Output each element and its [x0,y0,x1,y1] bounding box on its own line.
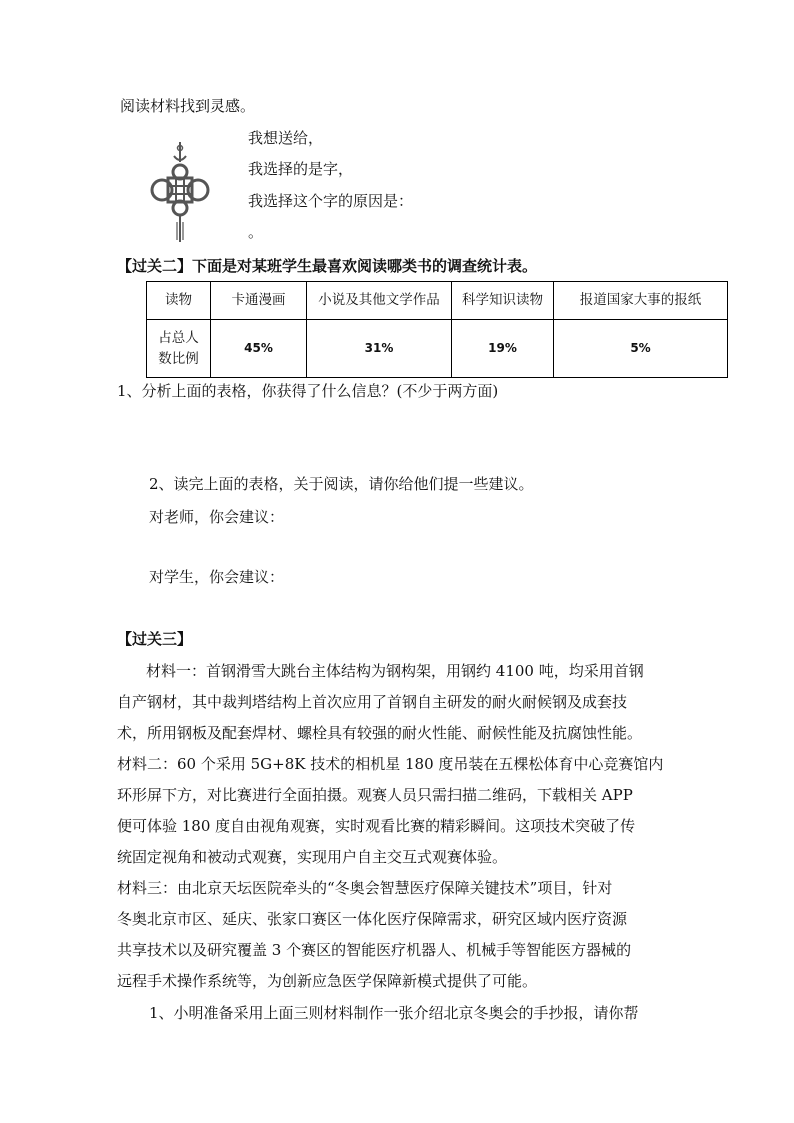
table-header-cell: 小说及其他文学作品 [307,282,452,320]
table-header-cell: 科学知识读物 [452,282,554,320]
intro-line-3: 我选择这个字的原因是： [248,192,414,210]
table-header-cell: 卡通漫画 [211,282,307,320]
row-label-line-b: 数比例 [158,350,199,367]
reading-survey-table [146,281,728,378]
section-2-question-2: 2、读完上面的表格，关于阅读，请你给他们提一些建议。 [149,475,534,493]
intro-line-4: 。 [248,223,264,241]
intro-line-1: 我想送给， [248,129,324,147]
section-3-question-1: 1、小明准备采用上面三则材料制作一张介绍北京冬奥会的手抄报，请你帮 [149,1004,639,1022]
row-label-line-a: 占总人 [158,329,199,346]
student-suggestion-prompt: 对学生，你会建议： [149,568,285,586]
material-1-line-1: 材料一：首钢滑雪大跳台主体结构为钢构架，用钢约 4100 吨，均采用首钢 [146,662,644,680]
teacher-suggestion-prompt: 对老师，你会建议： [149,508,285,526]
material-3-line-3: 共享技术以及研究覆盖 3 个赛区的智能医疗机器人、机械手等智能医方器械的 [117,941,632,959]
intro-line-0: 阅读材料找到灵感。 [120,97,256,115]
table-value-cell: 19% [452,320,554,378]
material-2-line-3: 便可体验 180 度自由视角观赛，实时观看比赛的精彩瞬间。这项技术突破了传 [117,817,636,835]
material-1-line-3: 术，所用钢板及配套焊材、螺栓具有较强的耐火性能、耐候性能及抗腐蚀性能。 [117,724,643,742]
section-2-question-1: 1、分析上面的表格，你获得了什么信息？(不少于两方面) [117,382,499,400]
material-2-line-1: 材料二：60 个采用 5G+8K 技术的相机星 180 度吊装在五棵松体育中心竞赛馆内 [117,755,664,773]
material-3-line-2: 冬奥北京市区、延庆、张家口赛区一体化医疗保障需求，研究区域内医疗资源 [117,910,628,928]
material-1-line-2: 自产钢材，其中裁判塔结构上首次应用了首钢自主研发的耐火耐候钢及成套技 [117,693,628,711]
table-value-cell: 31% [307,320,452,378]
table-row [147,320,728,378]
section-2-heading: 【过关二】下面是对某班学生最喜欢阅读哪类书的调查统计表。 [117,257,538,275]
table-row [147,282,728,320]
material-2-line-4: 统固定视角和被动式观赛，实现用户自主交互式观赛体验。 [117,848,508,866]
material-3-line-1: 材料三：由北京天坛医院牵头的“冬奥会智慧医疗保障关键技术”项目，针对 [117,879,613,897]
section-3-heading: 【过关三】 [117,630,193,648]
table-row-label [147,320,211,378]
intro-line-2: 我选择的是字， [248,160,354,178]
table-value-cell: 5% [554,320,728,378]
table-header-label: 读物 [147,282,211,320]
chinese-knot-icon [150,142,210,242]
material-2-line-2: 环形屏下方，对比赛进行全面拍摄。观赛人员只需扫描二维码，下载相关 APP [117,786,633,804]
material-3-line-4: 远程手术操作系统等，为创新应急医学保障新模式提供了可能。 [117,972,538,990]
table-value-cell: 45% [211,320,307,378]
table-header-cell: 报道国家大事的报纸 [554,282,728,320]
